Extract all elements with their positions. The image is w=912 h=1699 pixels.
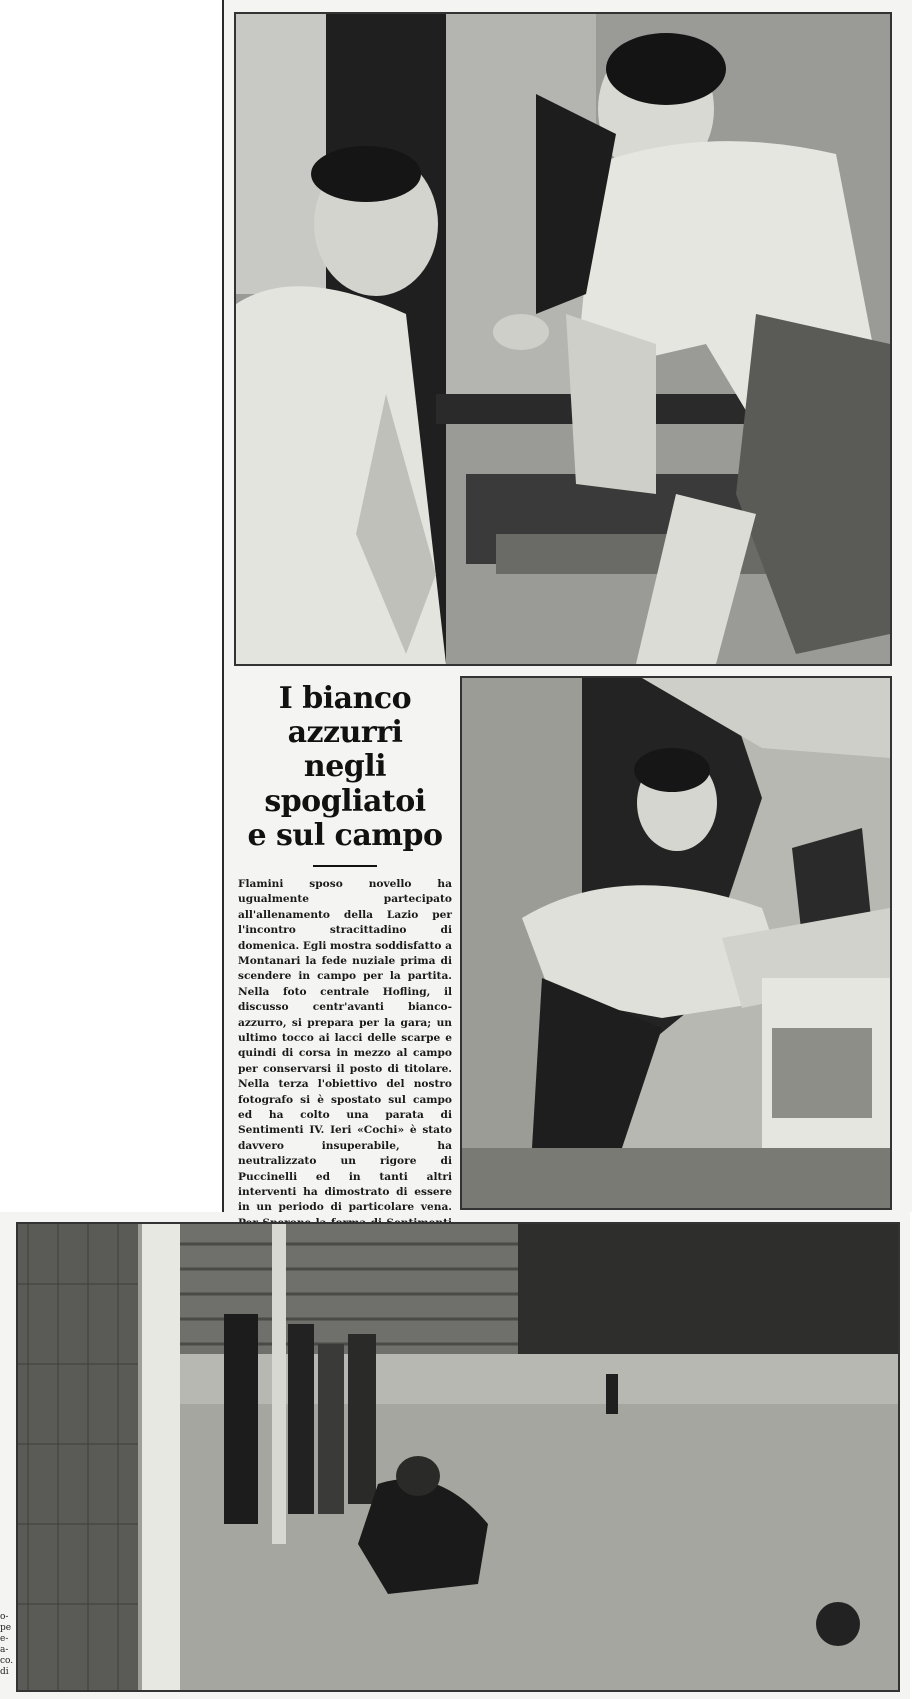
fragment-line: o- — [0, 1612, 9, 1622]
fragment-line: pe — [0, 1623, 12, 1633]
headline-line-2: negli spogliatoi — [264, 749, 426, 819]
fragment-line: a- — [0, 1645, 9, 1655]
headline-divider — [313, 865, 377, 867]
fragment-line: e- — [0, 1634, 9, 1644]
locker-room-image — [236, 14, 890, 664]
shoelace-photo — [460, 676, 892, 1210]
goalkeeper-save-photo — [16, 1222, 900, 1692]
fragment-line: di — [0, 1667, 9, 1677]
goalkeeper-save-image — [18, 1224, 898, 1690]
shoelace-image — [462, 678, 890, 1208]
article-column — [234, 676, 456, 1214]
fragment-line: co. — [0, 1656, 14, 1666]
locker-room-photo — [234, 12, 892, 666]
adjacent-column-fragments — [0, 1612, 16, 1678]
headline-line-3: e sul campo — [247, 817, 443, 853]
headline-line-1: I bianco azzurri — [278, 681, 412, 751]
article-body: Flamini sposo novello ha ugualmente partecipato all'allenamento della Lazio per l'incontro stracittadino di domenica. Egli mostra soddisfatto a Montanari la fede nuziale prima di scendere in campo per la partita. Nella foto centrale Hofling, il discusso centr'avanti bianco-azzurro, si prepara per la gara; un ultimo tocco ai lacci delle scarpe e quindi di corsa in mezzo al campo per conservarsi il posto di titolare. Nella terza l'obiettivo del nostro fotografo si è spostato sul campo ed ha colto una parata di Sentimenti IV. Ieri «Cochi» è stato davvero insuperabile, ha neutralizzato un rigore di Puccinelli ed in tanti altri interventi ha dimostrato di essere in un periodo di particolare vena. — [238, 877, 452, 1214]
headline — [234, 682, 456, 853]
